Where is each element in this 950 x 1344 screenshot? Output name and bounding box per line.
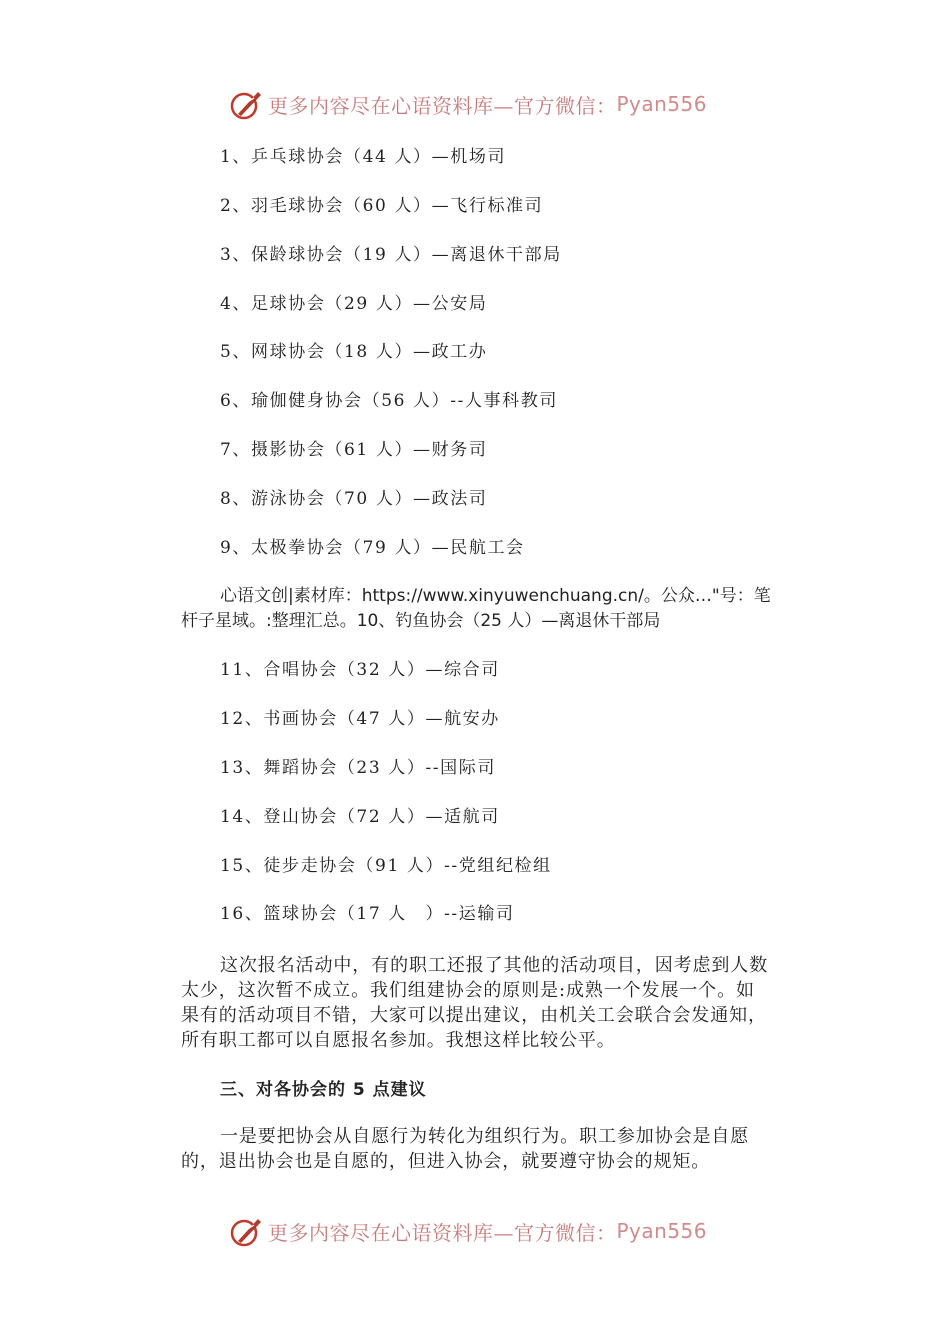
header-banner: [228, 86, 707, 122]
quill-logo-icon: [228, 86, 264, 122]
list-item: 9、太极拳协会（79 人）—民航工会: [220, 538, 525, 558]
body-paragraph: 这次报名活动中，有的职工还报了其他的活动项目，因考虑到人数太少，这次暂不成立。我们组建协会的原则是:成熟一个发展一个。如果有的活动项目不错，大家可以提出建议，由机关工会联合会发通知，所有职工都可以自愿报名参加。我想这样比较公平。: [181, 955, 769, 1051]
list-item: 5、网球协会（18 人）—政工办: [220, 342, 488, 362]
footer-banner: [228, 1213, 707, 1249]
list-item: 7、摄影协会（61 人）—财务司: [220, 440, 488, 460]
section-heading: 三、对各协会的 5 点建议: [220, 1080, 427, 1100]
list-item: 14、登山协会（72 人）—适航司: [220, 807, 500, 827]
list-item: 1、乒乓球协会（44 人）—机场司: [220, 147, 507, 167]
list-item: 3、保龄球协会（19 人）—离退休干部局: [220, 245, 562, 265]
source-note-paragraph: 心语文创|素材库：https://www.xinyuwenchuang.cn/。公众…"号：笔杆子星域。:整理汇总。10、钓鱼协会（25 人）—离退休干部局: [181, 586, 771, 631]
list-item: 8、游泳协会（70 人）—政法司: [220, 489, 488, 509]
list-item: 12、书画协会（47 人）—航安办: [220, 709, 500, 729]
list-item: 4、足球协会（29 人）—公安局: [220, 294, 488, 314]
banner-wechat-id: Pyan556: [616, 1219, 708, 1243]
banner-wechat-id: Pyan556: [616, 92, 708, 116]
banner-text: 更多内容尽在心语资料库—官方微信：: [268, 1220, 617, 1245]
list-item: 13、舞蹈协会（23 人）--国际司: [220, 758, 496, 778]
body-paragraph: 一是要把协会从自愿行为转化为组织行为。职工参加协会是自愿的，退出协会也是自愿的，但进入协会，就要遵守协会的规矩。: [181, 1126, 750, 1172]
banner-text: 更多内容尽在心语资料库—官方微信：: [268, 93, 617, 118]
quill-logo-icon: [228, 1213, 264, 1249]
list-item: 2、羽毛球协会（60 人）—飞行标准司: [220, 196, 544, 216]
list-item: 6、瑜伽健身协会（56 人）--人事科教司: [220, 391, 558, 411]
list-item: 16、篮球协会（17 人 ）--运输司: [220, 904, 515, 924]
list-item: 15、徒步走协会（91 人）--党组纪检组: [220, 856, 552, 876]
list-item: 11、合唱协会（32 人）—综合司: [220, 660, 500, 680]
